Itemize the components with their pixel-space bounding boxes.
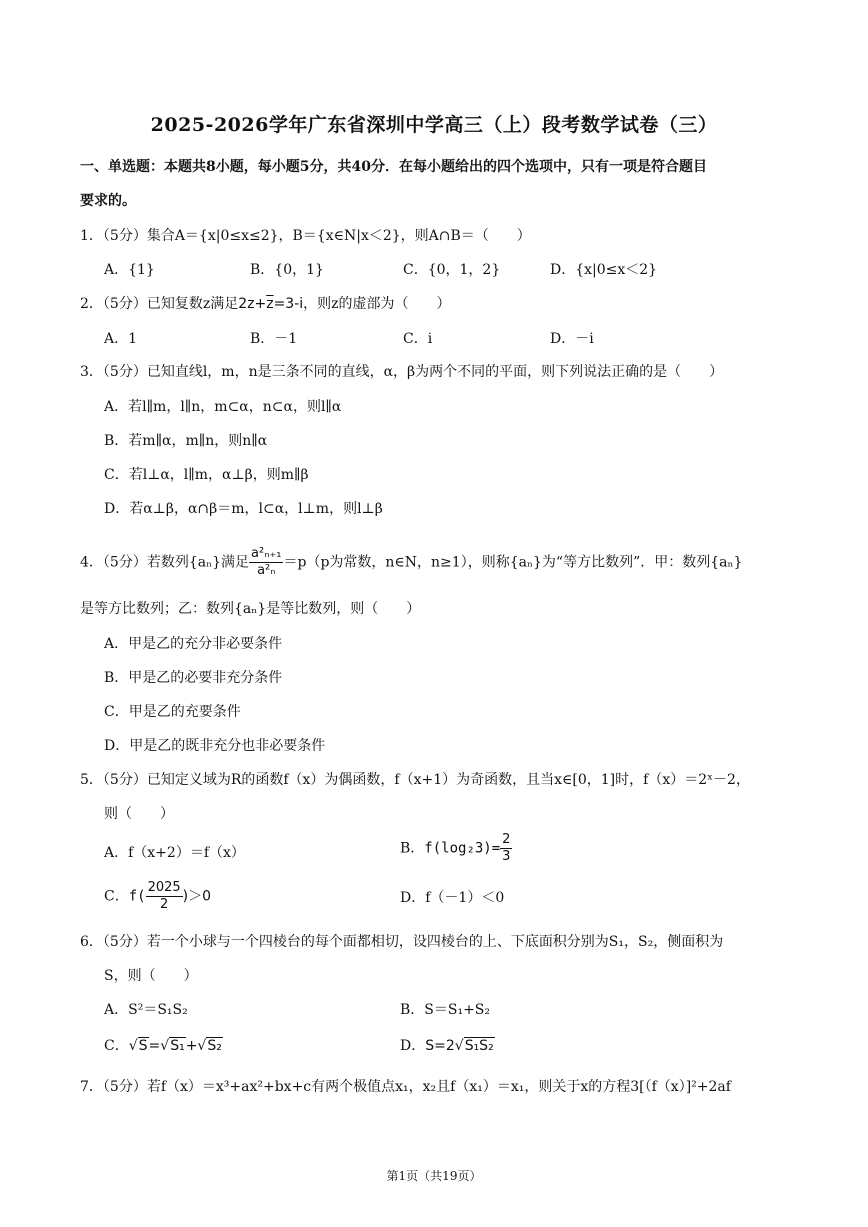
q2-option-b: B．－1	[250, 331, 298, 347]
q6-option-c	[104, 1036, 223, 1056]
question-7: 7．（5分）若f（x）＝x³+ax²+bx+c有两个极值点x₁，x₂且f（x₁）＝x₁，则关于x的方程3[（f（x）]²+2af	[80, 1079, 731, 1095]
q5-option-b-label: B．	[400, 840, 425, 857]
q2-formula-a: 2z+	[238, 296, 267, 312]
q4-option-d: D．甲是乙的既非充分也非必要条件	[104, 738, 326, 754]
section-heading	[80, 150, 800, 218]
q3-option-c: C．若l⊥α，l∥m，α⊥β，则m∥β	[104, 467, 309, 483]
q6-c-plus: +	[185, 1038, 198, 1054]
question-5-line-2: 则（ ）	[104, 806, 174, 822]
q5-option-b-num: 2	[502, 832, 511, 847]
q6-option-c-label: C．	[104, 1038, 129, 1054]
q2-prefix: 2．（5分）已知复数z满足	[80, 296, 239, 312]
section-line-1: 一、单选题：本题共8小题，每小题5分，共40分．在每小题给出的四个选项中，只有一项是符合题目	[80, 159, 707, 175]
question-3: 3．（5分）已知直线l，m，n是三条不同的直线，α，β为两个不同的平面，则下列说法正确的是（ ）	[80, 364, 724, 380]
q6-c-eq: =	[148, 1038, 161, 1054]
question-6: 6．（5分）若一个小球与一个四棱台的每个面都相切，设四棱台的上、下底面积分别为S₁，S₂，侧面积为	[80, 934, 724, 950]
q2-option-c: C．i	[403, 331, 433, 347]
q6-option-d-label: D．	[400, 1038, 426, 1054]
q5-option-b-frac	[500, 832, 512, 865]
question-6-line-2: S，则（ ）	[104, 968, 198, 984]
q4-frac-den: a²ₙ	[257, 563, 276, 578]
q5-option-c-num: 2025	[147, 880, 181, 895]
q5-option-c-post: )＞0	[182, 888, 212, 905]
page-footer: 第1页（共19页）	[386, 1169, 482, 1183]
q1-option-b: B．{0，1}	[250, 262, 324, 278]
q6-c-root-3: S₂	[207, 1038, 222, 1054]
q5-option-d: D．f（－1）＜0	[400, 890, 505, 906]
q4-frac-num: a²ₙ₊₁	[251, 546, 282, 561]
q4-fraction	[249, 546, 283, 579]
q5-option-c-frac	[146, 880, 183, 913]
q6-c-root-2: S₁	[170, 1038, 185, 1054]
question-5: 5．（5分）已知定义域为R的函数f（x）为偶函数，f（x+1）为奇函数，且当x∈[0，1]时，f（x）＝2ˣ－2，	[80, 772, 750, 788]
q2-formula-b: =3-i	[273, 296, 304, 312]
q6-option-b: B．S＝S₁+S₂	[400, 1002, 491, 1018]
q2-suffix: ，则z的虚部为（ ）	[303, 296, 451, 312]
q5-option-c-label: C．	[104, 888, 129, 905]
q2-formula	[238, 296, 303, 312]
q3-option-a: A．若l∥m，l∥n，m⊂α，n⊂α，则l∥α	[104, 399, 342, 415]
q2-formula-conj: $\overline{z}$	[266, 296, 274, 312]
q4-prefix: 4．（5分）若数列{aₙ}满足	[80, 554, 250, 571]
q1-option-a: A．{1}	[104, 262, 155, 278]
question-1: 1．（5分）集合A＝{x|0≤x≤2}，B＝{x∈N|x＜2}，则A∩B＝（ ）	[80, 228, 531, 244]
q6-d-root: S₁S₂	[464, 1038, 494, 1054]
q5-option-b-den: 3	[502, 849, 511, 864]
page-title: 2025-2026学年广东省深圳中学高三（上）段考数学试卷（三）	[150, 114, 718, 136]
q1-option-c: C．{0，1，2}	[403, 262, 501, 278]
q3-option-d: D．若α⊥β，α∩β＝m，l⊂α，l⊥m，则l⊥β	[104, 501, 383, 517]
question-4-line-2: 是等方比数列；乙：数列{aₙ}是等比数列，则（ ）	[80, 601, 421, 617]
q4-suffix: ＝p（p为常数，n∈N，n≥1），则称{aₙ}为“等方比数列”．甲：数列{aₙ}	[283, 554, 743, 571]
section-line-2: 要求的。	[80, 193, 136, 209]
q5-option-c-den: 2	[159, 897, 169, 912]
q5-option-b	[400, 832, 512, 865]
q6-option-c-expr: √S=√S₁+√S₂	[128, 1038, 222, 1054]
q5-option-c	[104, 880, 211, 913]
question-2	[80, 294, 800, 314]
q4-option-b: B．甲是乙的必要非充分条件	[104, 670, 283, 686]
q3-option-b: B．若m∥α，m∥n，则n∥α	[104, 433, 268, 449]
q4-option-c: C．甲是乙的充要条件	[104, 704, 241, 720]
q6-option-a: A．S²＝S₁S₂	[104, 1002, 188, 1018]
q5-option-b-expr: f(log₂3)=	[424, 840, 501, 857]
q2-option-d: D．－i	[550, 331, 594, 347]
q2-option-a: A．1	[104, 331, 138, 347]
q5-option-a: A．f（x+2）＝f（x）	[104, 845, 245, 861]
q6-option-d-expr: S=2√S₁S₂	[425, 1038, 494, 1054]
q6-option-d	[400, 1036, 495, 1056]
question-4	[80, 546, 800, 579]
q6-c-root-1: S	[138, 1038, 148, 1054]
q4-option-a: A．甲是乙的充分非必要条件	[104, 636, 283, 652]
q5-option-c-pre: f(	[128, 888, 146, 905]
q6-d-pre: S=2	[425, 1038, 455, 1054]
q1-option-d: D．{x|0≤x＜2}	[550, 262, 658, 278]
